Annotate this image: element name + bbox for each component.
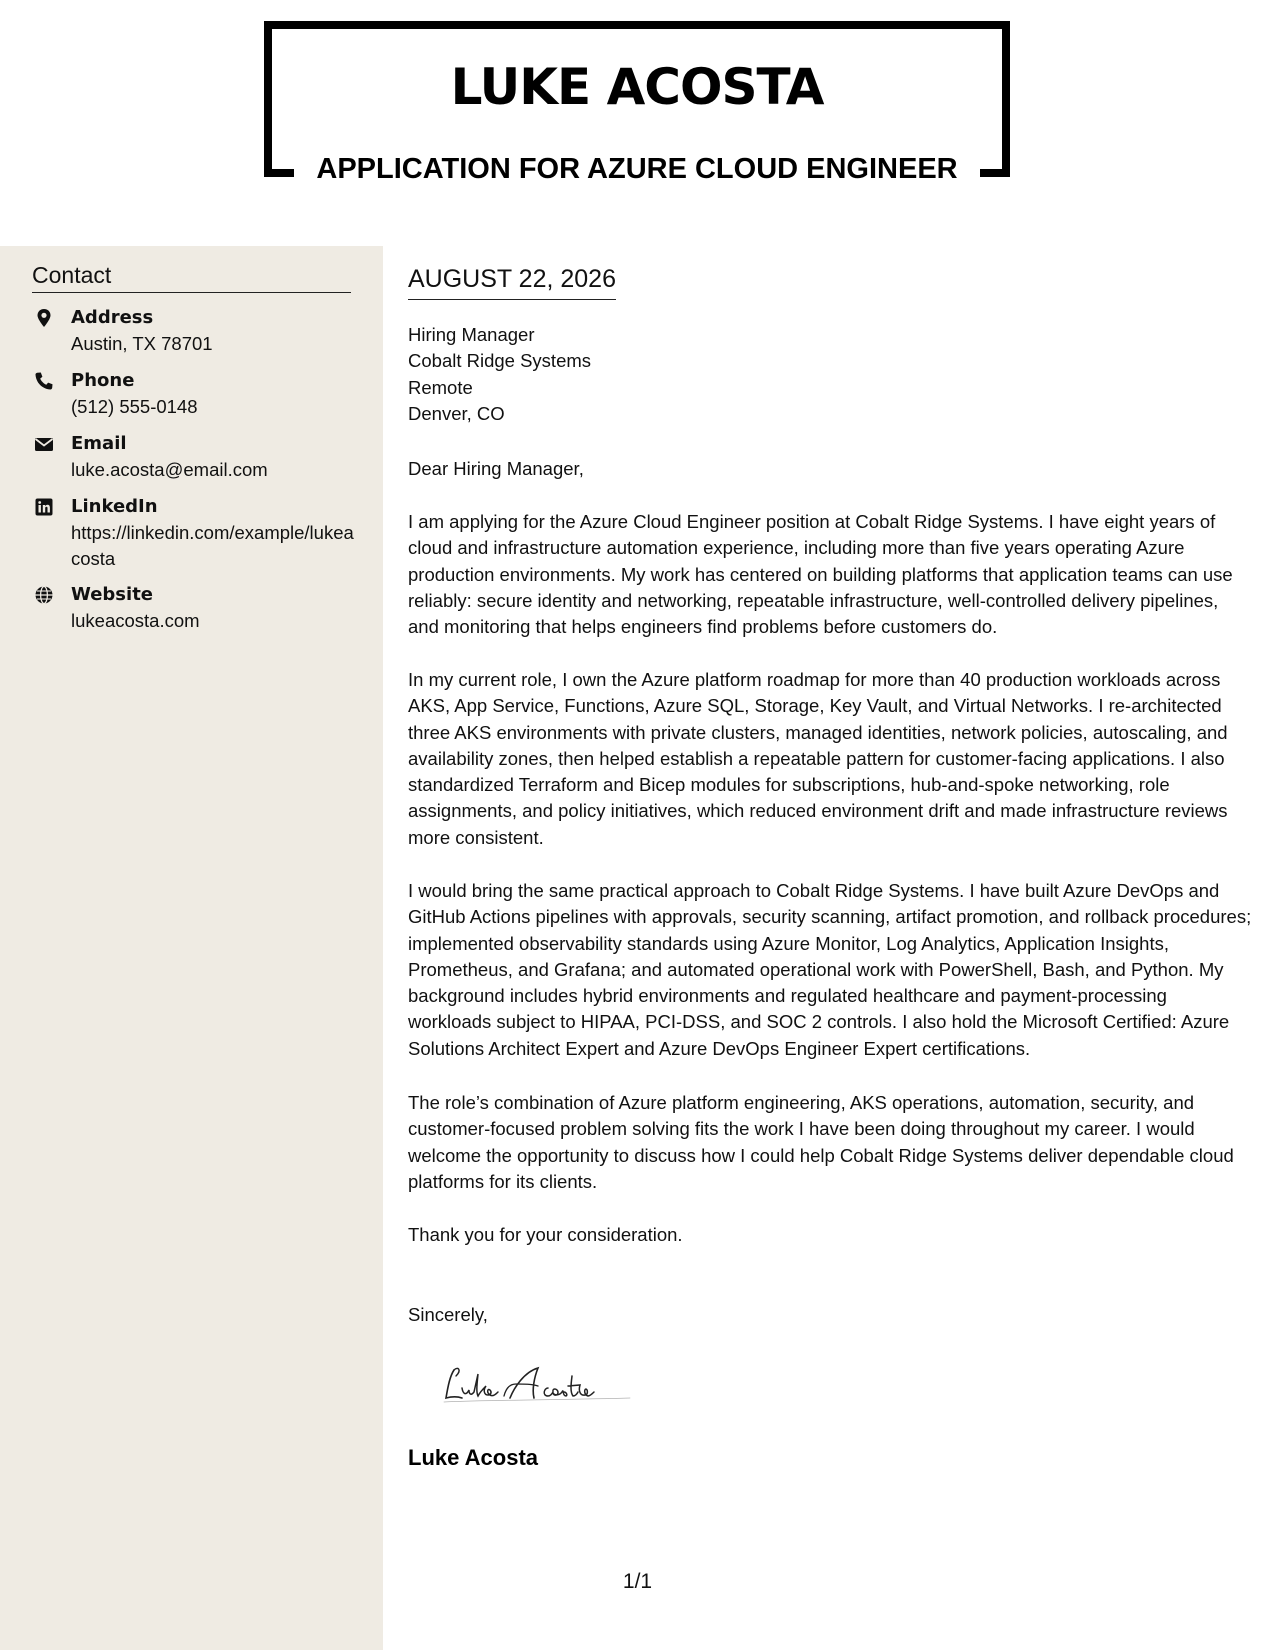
linkedin-label: LinkedIn xyxy=(71,496,158,517)
linkedin-value[interactable]: https://linkedin.com/example/lukeacosta xyxy=(71,522,354,569)
body-paragraph: I would bring the same practical approach to Cobalt Ridge Systems. I have built Azure DevOps and GitHub Actions pipelines with approvals, security scanning, artifact promotion, and rollback procedures; implemented observability standards using Azure Monitor, Log Analytics, Application Insights, Prometheus, and Grafana; and automated operational work with PowerShell, Bash, and Python. My background includes hybrid environments and regulated healthcare and payment-processing workloads subject to HIPAA, PCI-DSS, and SOC 2 controls. I also hold the Microsoft Certified: Azure Solutions Architect Expert and Azure DevOps Engineer Expert certifications. xyxy=(408,880,1252,1059)
handwritten-signature xyxy=(440,1362,640,1410)
recipient-line: Hiring Manager xyxy=(408,324,535,345)
application-title: APPLICATION FOR AZURE CLOUD ENGINEER xyxy=(316,153,958,185)
recipient-line: Cobalt Ridge Systems xyxy=(408,350,592,372)
body-paragraph: I am applying for the Azure Cloud Engineer position at Cobalt Ridge Systems. I have eight years of cloud and infrastructure automation experience, including more than five years operating Azure production environments. My work has centered on building platforms that application teams can use reliably: secure identity and networking, repeatable infrastructure, well-controlled delivery pipelines, and monitoring that helps engineers find problems before customers do. xyxy=(408,511,1233,638)
phone-icon xyxy=(34,371,54,391)
email-label: Email xyxy=(71,433,127,454)
letter-date: AUGUST 22, 2026 xyxy=(408,265,616,300)
website-label: Website xyxy=(71,584,154,605)
contact-heading: Contact xyxy=(32,262,351,293)
recipient-block xyxy=(408,322,591,427)
salutation: Dear Hiring Manager, xyxy=(408,458,584,479)
thanks-line: Thank you for your consideration. xyxy=(408,1224,683,1245)
body-paragraph: The role’s combination of Azure platform engineering, AKS operations, automation, security, and customer-focused problem solving fits the work I have been doing throughout my career. I would welcome the opportunity to discuss how I could help Cobalt Ridge Systems deliver dependable cloud platforms for its clients. xyxy=(408,1092,1234,1192)
signed-name: Luke Acosta xyxy=(408,1445,539,1470)
linkedin-icon xyxy=(34,497,54,517)
website-value[interactable]: lukeacosta.com xyxy=(71,610,200,631)
body-paragraph: In my current role, I own the Azure platform roadmap for more than 40 production workloads across AKS, App Service, Functions, Azure SQL, Storage, Key Vault, and Virtual Networks. I re-architected three AKS environments with private clusters, managed identities, network policies, autoscaling, and availability zones, then helped establish a repeatable pattern for customer-facing applications. I also standardized Terraform and Bicep modules for subscriptions, hub-and-spoke networking, role assignments, and policy initiatives, which reduced environment drift and made infrastructure reviews more consistent. xyxy=(408,669,1228,848)
recipient-line: Remote xyxy=(408,376,473,398)
applicant-name: LUKE ACOSTA xyxy=(450,58,824,116)
map-pin-icon xyxy=(34,308,54,328)
address-label: Address xyxy=(71,307,154,328)
address-value: Austin, TX 78701 xyxy=(71,333,213,354)
recipient-line: Denver, CO xyxy=(408,402,505,424)
closing-line: Sincerely, xyxy=(408,1304,488,1325)
envelope-icon xyxy=(34,434,54,454)
phone-value: (512) 555-0148 xyxy=(71,396,198,417)
email-value[interactable]: luke.acosta@email.com xyxy=(71,459,268,480)
globe-icon xyxy=(34,585,54,605)
page-number: 1/1 xyxy=(622,1570,653,1593)
phone-label: Phone xyxy=(71,370,135,391)
